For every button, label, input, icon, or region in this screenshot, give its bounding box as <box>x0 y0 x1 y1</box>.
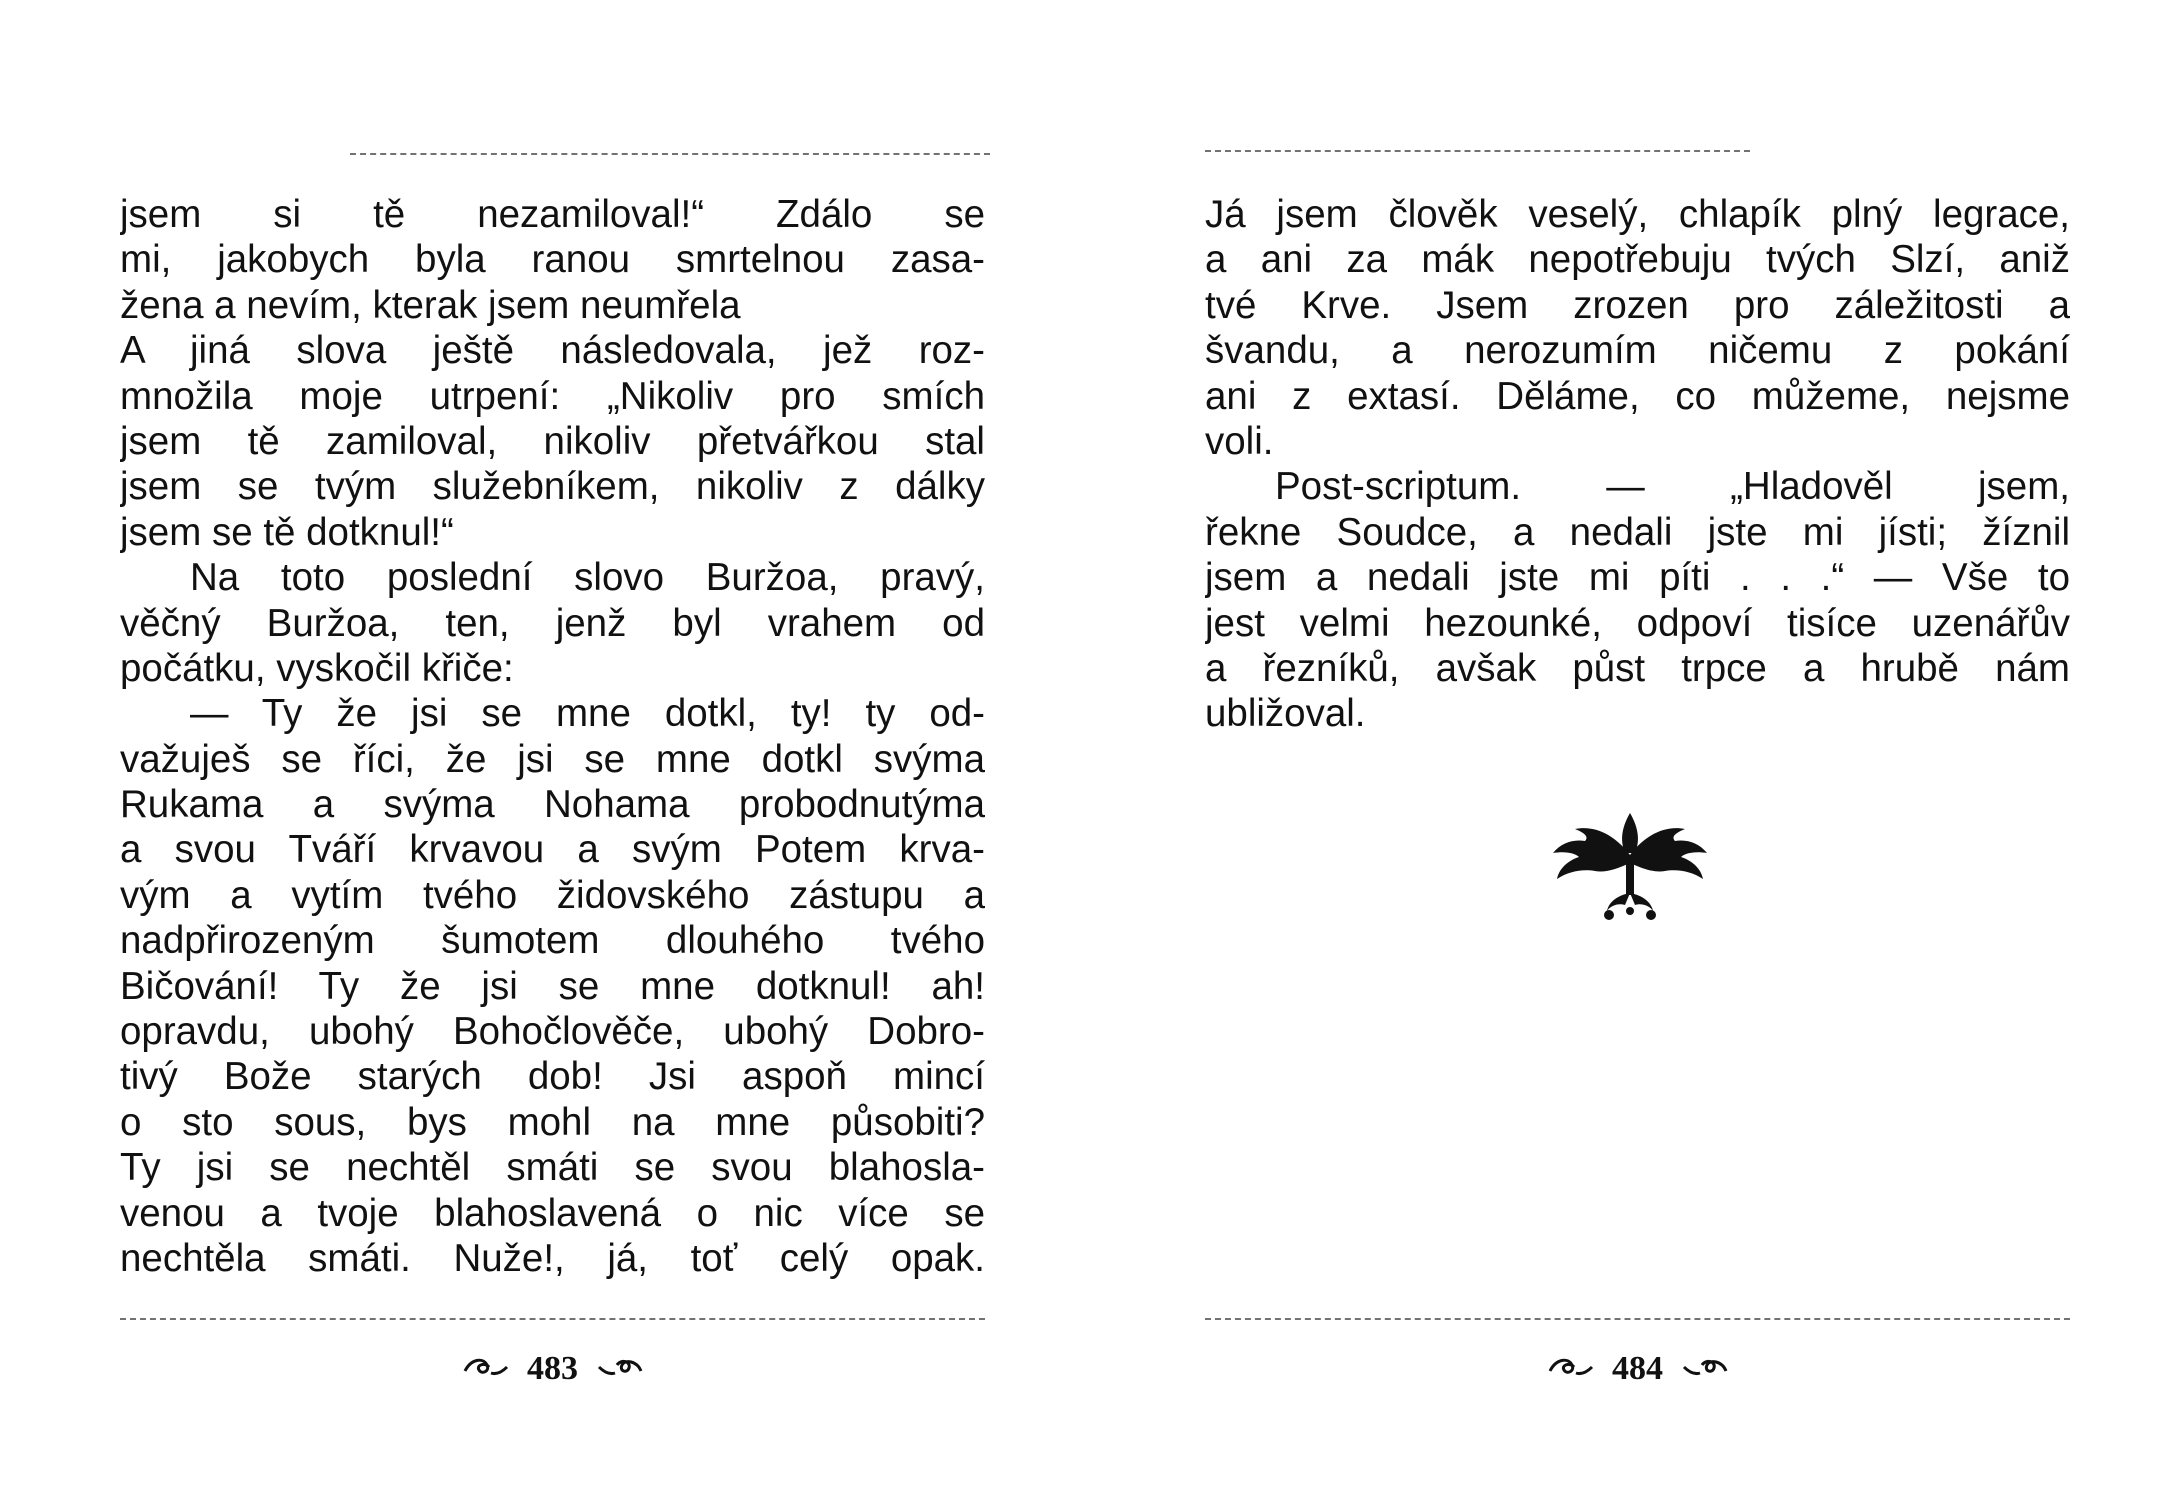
bottom-rule <box>1205 1318 2070 1320</box>
page-number-footer <box>1205 1348 2070 1388</box>
page-number: 483 <box>527 1350 578 1388</box>
text-line: věčný Buržoa, ten, jenž byl vrahem od <box>120 601 985 645</box>
text-line: venou a tvoje blahoslavená o nic více se <box>120 1191 985 1235</box>
text-line: množila moje utrpení: „Nikoliv pro smích <box>120 374 985 418</box>
left-page <box>120 0 985 1500</box>
text-line: Rukama a svýma Nohama probodnutýma <box>120 783 985 827</box>
text-line: važuješ se říci, že jsi se mne dotkl svýma <box>120 737 985 781</box>
scroll-flourish-icon <box>597 1350 643 1388</box>
text-line: Bičování! Ty že jsi se mne dotknul! ah! <box>120 964 985 1008</box>
top-rule <box>350 153 990 155</box>
text-line: švandu, a nerozumím ničemu z pokání <box>1205 329 2070 373</box>
text-line: opravdu, ubohý Bohočlověče, ubohý Dobro- <box>120 1010 985 1054</box>
scroll-flourish-icon <box>1548 1350 1594 1388</box>
text-line: Na toto poslední slovo Buržoa, pravý, <box>190 556 985 600</box>
top-rule <box>1205 150 1750 152</box>
text-line: jsem se tě dotknul!“ <box>120 510 454 554</box>
text-line: a svou Tváří krvavou a svým Potem krva- <box>120 828 985 872</box>
text-line: žena a nevím, kterak jsem neumřela <box>120 283 741 327</box>
text-line: a řezníků, avšak půst trpce a hrubě nám <box>1205 646 2070 690</box>
text-line: nechtěla smáti. Nuže!, já, toť celý opak. <box>120 1236 985 1280</box>
scroll-flourish-icon <box>463 1350 509 1388</box>
text-line: jest velmi hezounké, odpoví tisíce uzenářův <box>1205 601 2070 645</box>
text-line: mi, jakobych byla ranou smrtelnou zasa- <box>120 238 985 282</box>
text-line: a ani za mák nepotřebuju tvých Slzí, aniž <box>1205 238 2070 282</box>
page-number: 484 <box>1612 1350 1663 1388</box>
left-page-text <box>120 192 985 1281</box>
text-line: o sto sous, bys mohl na mne působiti? <box>120 1100 985 1144</box>
text-line: nadpřirozeným šumotem dlouhého tvého <box>120 919 985 963</box>
text-line: tivý Bože starých dob! Jsi aspoň mincí <box>120 1055 985 1099</box>
text-line: řekne Soudce, a nedali jste mi jísti; žíznil <box>1205 510 2070 554</box>
text-line: — Ty že jsi se mne dotkl, ty! ty od- <box>190 692 985 736</box>
text-line: Ty jsi se nechtěl smáti se svou blahosla- <box>120 1146 985 1190</box>
fleuron-ornament-icon <box>1545 795 1715 925</box>
text-line: Post-scriptum. — „Hladověl jsem, <box>1275 465 2070 509</box>
text-line: jsem se tvým služebníkem, nikoliv z dálky <box>120 465 985 509</box>
text-line: jsem a nedali jste mi píti . . .“ — Vše to <box>1205 556 2070 600</box>
text-line: jsem si tě nezamiloval!“ Zdálo se <box>120 193 985 236</box>
text-line: ani z extasí. Děláme, co můžeme, nejsme <box>1205 374 2070 418</box>
text-line: A jiná slova ještě následovala, jež roz- <box>120 329 985 373</box>
bottom-rule <box>120 1318 985 1320</box>
text-line: počátku, vyskočil křiče: <box>120 646 514 690</box>
text-line: Já jsem člověk veselý, chlapík plný legrace, <box>1205 193 2070 236</box>
page-number-footer <box>120 1348 985 1388</box>
right-page <box>1205 0 2070 1500</box>
text-line: tvé Krve. Jsem zrozen pro záležitosti a <box>1205 283 2070 327</box>
scroll-flourish-icon <box>1682 1350 1728 1388</box>
right-page-text <box>1205 192 2070 737</box>
text-line: ubližoval. <box>1205 692 1366 736</box>
text-line: jsem tě zamiloval, nikoliv přetvářkou stal <box>120 419 985 463</box>
text-line: vým a vytím tvého židovského zástupu a <box>120 873 985 917</box>
text-line: voli. <box>1205 419 1274 463</box>
